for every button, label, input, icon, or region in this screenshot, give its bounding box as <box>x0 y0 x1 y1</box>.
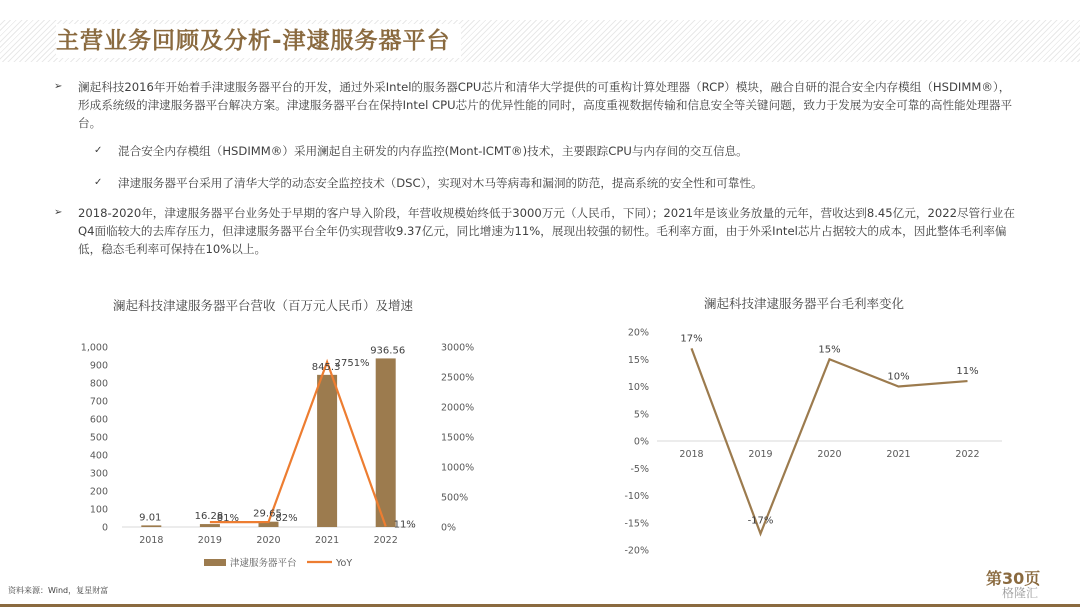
legend-bar-swatch <box>204 559 226 566</box>
bullet-text: 澜起科技2016年开始着手津逮服务器平台的开发，通过外采Intel的服务器CPU芯片和清华大学提供的可重构计算处理器（RCP）模块，融合自研的混合安全内存模组（HSDIMM®），形成系统级的津逮服务器平台解决方案。津逮服务器平台在保持Intel CPU芯片的优异性能的同时，高度重视数据传输和信息安全等关键问题，致力于发展为安全可靠的高性能处理器平台。 <box>78 80 1013 130</box>
bullet-text: 2018-2020年，津逮服务器平台业务处于早期的客户导入阶段，年营收规模始终低于3000万元（人民币，下同）；2021年是该业务放量的元年，营收达到8.45亿元，2022尽管行业在Q4面临较大的去库存压力，但津逮服务器平台全年仍实现营收9.37亿元，同比增速为11%，展现出较强的韧性。毛利率方面，由于外采Intel芯片占据较大的成本，因此整体毛利率偏低，稳态毛利率可保持在10%以上。 <box>78 206 1015 256</box>
arrow-bullet-icon: ➢ <box>54 81 63 92</box>
legend-line-label: YoY <box>336 558 353 569</box>
y-axis-tick-label: 20% <box>627 327 649 339</box>
left-axis-tick-label: 400 <box>89 450 108 462</box>
watermark: 格隆汇 <box>1002 586 1039 600</box>
right-axis-tick-label: 500% <box>441 492 469 504</box>
sub-bullet-text: 混合安全内存模组（HSDIMM®）采用澜起自主研发的内存监控(Mont-ICMT®)技术，主要跟踪CPU与内存间的交互信息。 <box>118 144 748 158</box>
sub-bullet-item <box>56 174 1021 192</box>
right-axis-tick-label: 3000% <box>441 342 475 354</box>
category-label: 2022 <box>955 449 980 460</box>
y-axis-tick-label: 5% <box>633 409 649 421</box>
revenue-data-label: 16.28 <box>194 511 224 523</box>
left-axis-tick-label: 700 <box>89 396 108 408</box>
bullet-item <box>56 204 1021 258</box>
y-axis-tick-label: 10% <box>627 382 649 393</box>
right-axis-tick-label: 1500% <box>441 432 475 444</box>
left-axis-tick-label: 300 <box>89 468 108 480</box>
y-axis-tick-label: -15% <box>624 518 649 530</box>
sub-bullet-item <box>56 142 1021 160</box>
right-axis-tick-label: 2000% <box>441 402 475 414</box>
margin-chart-title: 澜起科技津逮服务器平台毛利率变化 <box>704 296 905 311</box>
left-axis-tick-label: 600 <box>89 414 108 426</box>
arrow-bullet-icon: ➢ <box>54 207 63 218</box>
right-axis-tick-label: 1000% <box>441 462 475 474</box>
y-axis-tick-label: -20% <box>624 545 649 557</box>
margin-data-label: 15% <box>818 344 841 356</box>
revenue-bar <box>317 375 337 527</box>
category-label: 2020 <box>817 449 842 460</box>
yoy-data-label: 11% <box>393 519 416 531</box>
category-label: 2021 <box>886 449 911 460</box>
left-axis-tick-label: 900 <box>89 360 108 372</box>
category-label: 2019 <box>748 449 773 460</box>
revenue-bar <box>141 525 161 527</box>
yoy-data-label: 81% <box>216 513 240 525</box>
category-label: 2018 <box>139 535 164 546</box>
yoy-data-label: 82% <box>275 513 298 525</box>
page-title: 主营业务回顾及分析-津逮服务器平台 <box>56 24 461 58</box>
legend-bar-label: 津逮服务器平台 <box>230 558 297 569</box>
revenue-data-label: 29.65 <box>253 508 282 520</box>
y-axis-tick-label: 0% <box>633 436 649 448</box>
category-label: 2021 <box>315 535 340 546</box>
check-bullet-icon: ✓ <box>94 177 103 188</box>
check-bullet-icon: ✓ <box>94 145 103 156</box>
source-note: 资料来源：Wind，复星财富 <box>8 586 109 595</box>
left-axis-tick-label: 100 <box>89 504 108 516</box>
margin-chart <box>610 322 1010 562</box>
left-axis-tick-label: 500 <box>89 432 108 444</box>
y-axis-tick-label: 15% <box>627 354 649 366</box>
category-label: 2019 <box>197 535 222 546</box>
margin-data-label: 17% <box>680 333 703 345</box>
left-axis-tick-label: 200 <box>89 486 108 498</box>
yoy-line <box>210 362 386 526</box>
revenue-data-label: 845.3 <box>311 361 341 373</box>
left-axis-tick-label: 1,000 <box>80 342 108 354</box>
page-number: 第30页 <box>986 569 1041 588</box>
bullet-list <box>56 78 1021 258</box>
left-axis-tick-label: 0 <box>101 522 108 534</box>
revenue-bar <box>376 358 396 527</box>
margin-data-label: 10% <box>887 371 910 383</box>
right-axis-tick-label: 2500% <box>441 372 475 384</box>
margin-data-label: -17% <box>747 515 774 527</box>
category-label: 2018 <box>679 449 704 460</box>
revenue-chart-title: 澜起科技津逮服务器平台营收（百万元人民币）及增速 <box>113 298 414 313</box>
revenue-bar <box>200 524 220 527</box>
y-axis-tick-label: -5% <box>630 463 649 475</box>
left-axis-tick-label: 800 <box>89 378 108 390</box>
revenue-data-label: 936.56 <box>370 345 406 357</box>
category-label: 2022 <box>373 535 398 546</box>
bullet-item <box>56 78 1021 132</box>
right-axis-tick-label: 0% <box>441 522 457 534</box>
y-axis-tick-label: -10% <box>624 491 649 502</box>
yoy-data-label: 2751% <box>334 357 370 369</box>
category-label: 2020 <box>256 535 281 546</box>
margin-data-label: 11% <box>956 366 979 378</box>
revenue-data-label: 9.01 <box>139 512 162 524</box>
sub-bullet-text: 津逮服务器平台采用了清华大学的动态安全监控技术（DSC），实现对木马等病毒和漏洞的防范，提高系统的安全性和可靠性。 <box>118 176 763 190</box>
revenue-chart <box>70 330 490 575</box>
